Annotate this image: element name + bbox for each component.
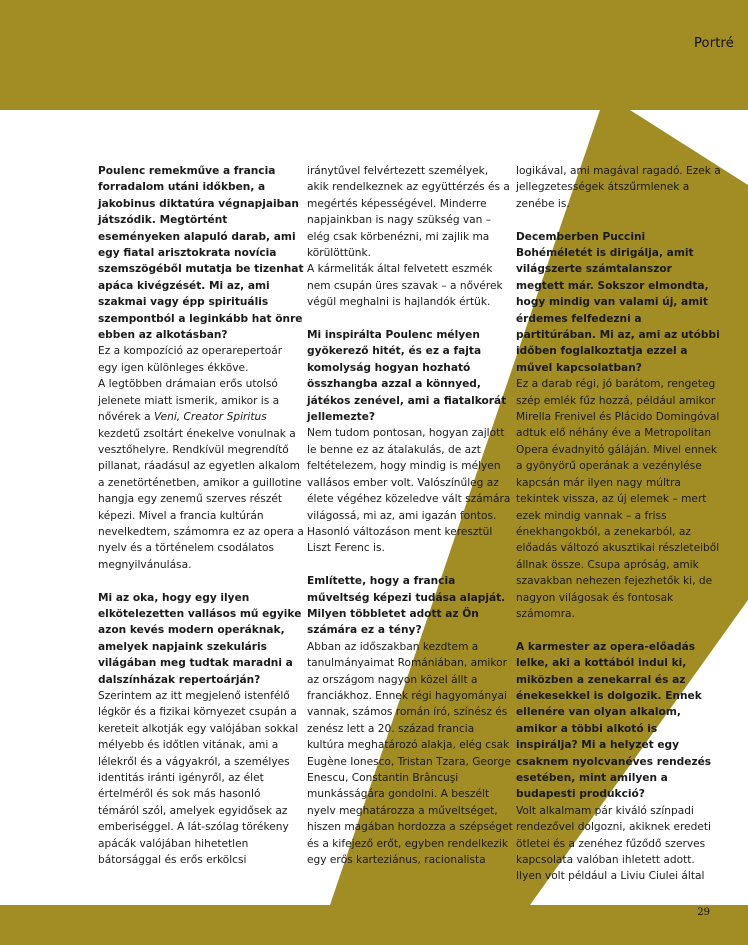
column-1 [98, 163, 304, 868]
interview-answer: iránytűvel felvértezett személyek, akik rendelkeznek az együttérzés és a megértés képességével. Minderre napjainkban is nagy szükség van – elég csak körbenézni, mi zajlik ma körülöttünk. [307, 165, 510, 260]
interview-answer: Nem tudom pontosan, hogyan zajlott le benne ez az átalakulás, de azt feltételezem, hogy mindig is mélyen vallásos ember volt. Valószínűleg az élete végéhez közeledve vált számára világossá, mi az, ami igazán fontos. Hasonló változáson ment keresztül Liszt Ferenc is. [307, 427, 511, 555]
bottom-gold-band [0, 905, 748, 945]
interview-answer: Ez a darab régi, jó barátom, rengeteg szép emlék fűz hozzá, például amikor Mirella Frenivel és Plácido Domingóval adtuk elő néhány éve a Metropolitan Opera évadnyitó gáláján. Mivel ennek a gyönyörű operának a vezénylése kapcsán már ilyen nagy múltra tekintek vissza, az új elemek – mert ezek mindig vannak – a friss énekhangokból, a zenekarból, az előadás változó akusztikai részleteiből állnak össze. Csupa apróság, amik szavakban nehezen fejezhetők ki, de nagyon világosak és fontosak számomra. [516, 378, 720, 620]
section-label: Portré [693, 36, 734, 51]
interview-question: Poulenc remekműve a francia forradalom utáni időkben, a jakobinus diktatúra végnapjaiban játszódik. Megtörtént eseményeken alapuló darab, ami egy fiatal arisztokrata novícia szemszögéből mutatja be tizenhat apáca kivégzését. Mi az, ami szakmai vagy épp spirituális szempontból a leginkább hat önre ebben az alkotásban? [98, 165, 304, 342]
text-span: A legtöbben drámaian erős utolsó jelenete miatt ismerik, amikor is a nővérek a [98, 378, 280, 424]
italic-title: Veni, Creator Spiritus [153, 411, 267, 424]
interview-answer: Volt alkalmam pár kiváló színpadi rendezővel dolgozni, akiknek eredeti ötletei és a zenéhez fűződő szerves kapcsolata valóban ihletett adott. Ilyen volt például a Liviu Ciulei által [516, 804, 711, 883]
interview-answer: A kármeliták által felvetett eszmék nem csupán üres szavak – a nővérek végül meghalni is hajlandók értük. [307, 263, 503, 309]
text-span: kezdetű zsoltárt énekelve vonulnak a vesztőhelyre. Rendkívül megrendítő pillanat, ráadásul az egyetlen alkalom a zenetörténetben, amikor a guillotine hangja egy zenemű szerves részét képezi. Mivel a francia kultúrán nevelkedtem, számomra ez az opera a nyelv és a történelem csodálatos megnyilvánulása. [98, 427, 304, 571]
top-gold-band [0, 0, 748, 110]
interview-question: Mi az oka, hogy egy ilyen elkötelezetten vallásos mű egyike azon kevés modern operáknak, amelyek napjaink szekuláris világában meg tudtak maradni a dalszínházak repertoárján? [98, 591, 302, 686]
interview-answer: logikával, ami magával ragadó. Ezek a jellegzetességek átszűrmlenek a zenébe is. [516, 165, 721, 210]
interview-answer: Szerintem az itt megjelenő istenfélő légkör és a fizikai környezet csupán a kereteit alkotják egy valójában sokkal mélyebb és időtlen vitának, ami a lélekről és a vágyakról, a személyes identitás iránti igényről, az élet értelméről és sok más hasonló témáról szól, amelyek egyidősek az emberiséggel. A lát-szólag törékeny apácák valójában hihetetlen bátorsággal és erős erkölcsi [98, 689, 299, 867]
interview-answer: Abban az időszakban kezdtem a tanulmányaimat Romániában, amikor az országom nagyon közel állt a franciákhoz. Ennek régi hagyományai vannak, számos román író, színész és zenész lett a 20. század francia kultúra meghatározó alakja, elég csak Eugène Ionesco, Tristan Tzara, George Enescu, Constantin Brâncuşi munkásságára gondolni. A beszélt nyelv meghatározza a műveltséget, hiszen magában hordozza a szépséget és a kifejező erőt, egyben rendelkezik egy erős karteziánus, racionalista [307, 640, 513, 867]
column-3 [516, 163, 722, 885]
page-number: 29 [697, 907, 710, 918]
interview-question: A karmester az opera-előadás lelke, aki a kottából indul ki, miközben a zenekarral és az énekesekkel is dolgozik. Ennek ellenére van olyan alkalom, amikor a többi alkotó is inspirálja? Mi a helyzet egy csaknem nyolcvanéves rendezés esetében, mint amilyen a budapesti produkció? [516, 640, 712, 801]
interview-question: Mi inspirálta Poulenc mélyen gyökerező hitét, és ez a fajta komolyság hogyan hozható összhangba azzal a könnyed, játékos zenével, ami a fiatalkorát jellemezte? [307, 329, 507, 424]
interview-answer [98, 376, 304, 573]
interview-answer: Ez a kompozíció az operarepertoár egy igen különleges ékköve. [98, 345, 283, 374]
column-2 [307, 163, 513, 868]
interview-question: Decemberben Puccini Bohéméletét is dirigálja, amit világszerte számtalanszor megtett már. Sokszor elmondta, hogy mindig van valami új, amit érdemes felfedezni a partitúrában. Mi az, ami az utóbbi időben foglalkoztatja ezzel a művel kapcsolatban? [516, 230, 720, 374]
interview-question: Említette, hogy a francia műveltség képezi tudása alapját. Milyen többletet adott az Ön számára ez a tény? [307, 575, 506, 637]
